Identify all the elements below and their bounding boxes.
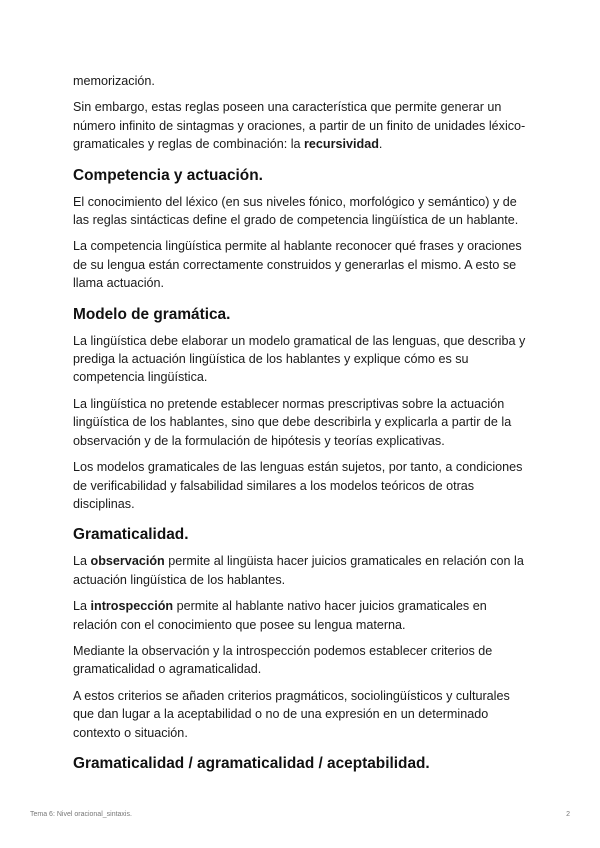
page-number: 2 [566,811,570,818]
paragraph-introspeccion [73,597,533,634]
paragraph-text: La [73,599,91,614]
paragraph-competencia-2: La competencia lingüística permite al hablante reconocer qué frases y oraciones de su lengua están correctamente construidos y generarlas el mismo. A esto se llama actuación. [73,239,522,291]
term-introspeccion: introspección [90,599,174,614]
term-recursividad: recursividad [304,137,379,152]
paragraph-text: Sin embargo, estas reglas poseen una característica que permite generar un número infinito de sintagmas y oraciones, a partir de un finito de unidades léxico-gramaticales y reglas de combinación: la [73,100,526,152]
heading-modelo: Modelo de gramática. [73,305,231,323]
paragraph-text: permite al lingüista hacer juicios gramaticales en relación con la actuación lingüística de los hablantes. [73,554,524,587]
heading-competencia: Competencia y actuación. [73,166,263,184]
paragraph-criterios: Mediante la observación y la introspección podemos establecer criterios de gramaticalidad o agramaticalidad. [73,643,493,677]
paragraph-modelo-1: La lingüística debe elaborar un modelo gramatical de las lenguas, que describa y prediga la actuación lingüística de los hablantes y explique cómo es su competencia lingüística. [73,333,526,385]
term-observacion: observación [90,554,165,569]
document-body [73,72,533,781]
paragraph-aceptabilidad: A estos criterios se añaden criterios pragmáticos, sociolingüísticos y culturales que dan lugar a la aceptabilidad o no de una expresión en un determinado contexto o situación. [73,688,510,740]
paragraph-competencia-1: El conocimiento del léxico (en sus niveles fónico, morfológico y semántico) y de las reglas sintácticas define el grado de competencia lingüística de un hablante. [73,194,519,228]
paragraph-recursividad [73,98,533,153]
paragraph-text: . [378,137,383,152]
heading-final: Gramaticalidad / agramaticalidad / aceptabilidad. [73,754,430,772]
paragraph-memorizacion: memorización. [73,74,155,88]
footer-title: Tema 6: Nivel oracional_sintaxis. [30,811,132,818]
paragraph-modelo-3: Los modelos gramaticales de las lenguas están sujetos, por tanto, a condiciones de verificabilidad y falsabilidad similares a los modelos teóricos de otras disciplinas. [73,460,523,511]
paragraph-modelo-2: La lingüística no pretende establecer normas prescriptivas sobre la actuación lingüística de los hablantes, sino que debe describirla y explicarla a partir de la observación y de la formulación de hipótesis y teorías explicativas. [73,396,512,448]
heading-gramaticalidad: Gramaticalidad. [73,526,189,544]
paragraph-observacion [73,552,533,589]
paragraph-text: La [73,554,91,569]
paragraph-text: permite al hablante nativo hacer juicios gramaticales en relación con el conocimiento que posee su lengua materna. [73,599,487,632]
